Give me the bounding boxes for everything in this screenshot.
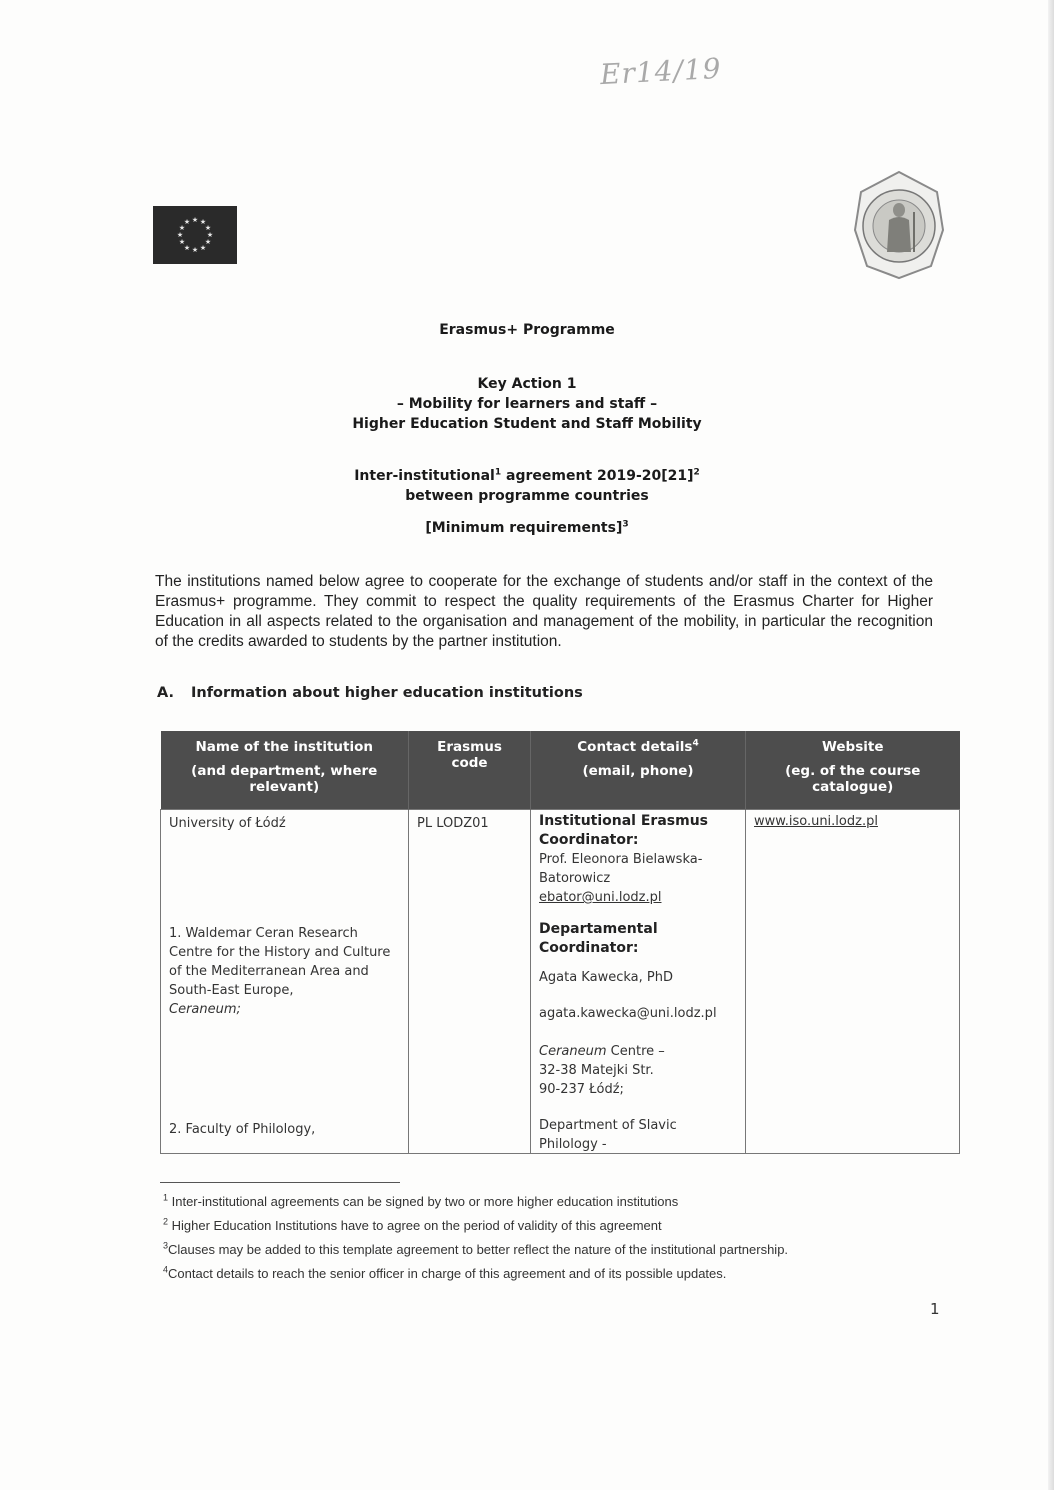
institutional-coordinator-email-link[interactable]: ebator@uni.lodz.pl xyxy=(539,890,662,905)
svg-text:★: ★ xyxy=(183,218,191,226)
section-number: A. xyxy=(157,685,174,701)
header-erasmus-code: Erasmus code xyxy=(409,731,531,810)
institutional-coordinator-label: Institutional Erasmus Coordinator: xyxy=(539,813,708,848)
departmental-coordinator-label: Departamental Coordinator: xyxy=(539,921,658,956)
cell-institution xyxy=(161,810,409,1154)
university-seal-logo xyxy=(853,170,945,280)
key-action-subtitle: – Mobility for learners and staff – xyxy=(396,396,658,412)
institution-name: University of Łódź xyxy=(169,816,286,831)
departmental-coordinator-email: agata.kawecka@uni.lodz.pl xyxy=(539,1006,717,1021)
unit-2-name: 2. Faculty of Philology, xyxy=(169,1122,316,1137)
unit-1-italic: Ceraneum; xyxy=(169,1002,241,1017)
footnote-2: $^2$ Higher Education Institutions have to agree on the period of validity of this agreement xyxy=(163,1216,662,1233)
footnote-divider xyxy=(160,1182,400,1183)
centre-line: Ceraneum Centre – xyxy=(539,1044,665,1059)
svg-text:★: ★ xyxy=(204,238,212,246)
svg-text:★: ★ xyxy=(191,216,199,224)
svg-text:★: ★ xyxy=(199,218,207,226)
unit-1-name: 1. Waldemar Ceran Research Centre for the History and Culture of the Mediterranean Area and South-East Europe, xyxy=(169,926,391,998)
key-action-block xyxy=(0,374,1054,434)
table-header-row xyxy=(161,731,960,810)
footnote-1: $^1$ Inter-institutional agreements can be signed by two or more higher education institutions xyxy=(163,1192,679,1209)
svg-text:★: ★ xyxy=(206,231,214,239)
website-link[interactable]: www.iso.uni.lodz.pl xyxy=(754,814,878,829)
address-line-2: 90-237 Łódź; xyxy=(539,1082,624,1097)
department-slavic: Department of Slavic Philology - xyxy=(539,1118,677,1152)
key-action-title: Key Action 1 xyxy=(477,376,577,392)
section-title: Information about higher education institutions xyxy=(191,685,583,701)
footnote-3: $^3$Clauses may be added to this template agreement to better reflect the nature of the institutional partnership. xyxy=(163,1240,789,1257)
header-contact-details: Contact details$^4$ (email, phone) xyxy=(531,731,746,810)
section-a-heading xyxy=(157,685,583,701)
svg-text:★: ★ xyxy=(183,244,191,252)
cell-contact-details xyxy=(531,810,746,1154)
svg-text:★: ★ xyxy=(178,224,186,232)
address-line-1: 32-38 Matejki Str. xyxy=(539,1063,654,1078)
footnote-ref-2: 2 xyxy=(693,467,700,478)
header-website: Website (eg. of the course catalogue) xyxy=(746,731,960,810)
svg-text:★: ★ xyxy=(199,244,207,252)
handwritten-note: Er14/19 xyxy=(599,51,723,92)
key-action-subtitle-2: Higher Education Student and Staff Mobility xyxy=(352,416,702,432)
institutions-table xyxy=(160,731,960,1154)
footnote-ref-3: 3 xyxy=(622,519,629,530)
agreement-line-2: between programme countries xyxy=(405,488,649,504)
svg-text:★: ★ xyxy=(178,238,186,246)
svg-text:★: ★ xyxy=(176,231,184,239)
footnotes xyxy=(163,1190,943,1286)
eu-flag-logo xyxy=(153,206,237,264)
footnote-ref-4: 4 xyxy=(692,738,699,749)
page-number: 1 xyxy=(930,1300,940,1318)
erasmus-code: PL LODZ01 xyxy=(417,816,489,831)
minimum-requirements: [Minimum requirements]$^3$ xyxy=(425,519,629,536)
scan-edge-shadow xyxy=(1048,0,1054,1490)
footnote-4: $^4$Contact details to reach the senior officer in charge of this agreement and of its possible updates. xyxy=(163,1264,727,1281)
agreement-line-1: Inter-institutional$^1$ agreement $2019-20[21]^2$ xyxy=(354,467,700,484)
cell-website xyxy=(746,810,960,1154)
header-institution-name: Name of the institution (and department, where relevant) xyxy=(161,731,409,810)
svg-text:★: ★ xyxy=(204,224,212,232)
table-row xyxy=(161,810,960,1154)
programme-title: Erasmus+ Programme xyxy=(439,322,615,338)
cell-erasmus-code xyxy=(409,810,531,1154)
intro-paragraph: The institutions named below agree to cooperate for the exchange of students and/or staff in the context of the Erasmus+ programme. They commit to respect the quality requirements of the Erasmus Charter for Higher Education in all aspects related to the organisation and management of the mobility, in particular the recognition of the credits awarded to students by the partner institution. xyxy=(155,573,933,650)
footnote-ref-1: 1 xyxy=(494,467,502,478)
institutional-coordinator-name: Prof. Eleonora Bielawska-Batorowicz xyxy=(539,852,703,886)
svg-text:★: ★ xyxy=(191,246,199,254)
departmental-coordinator-name: Agata Kawecka, PhD xyxy=(539,970,673,985)
agreement-title xyxy=(0,466,1054,506)
eu-stars-icon xyxy=(153,206,237,264)
